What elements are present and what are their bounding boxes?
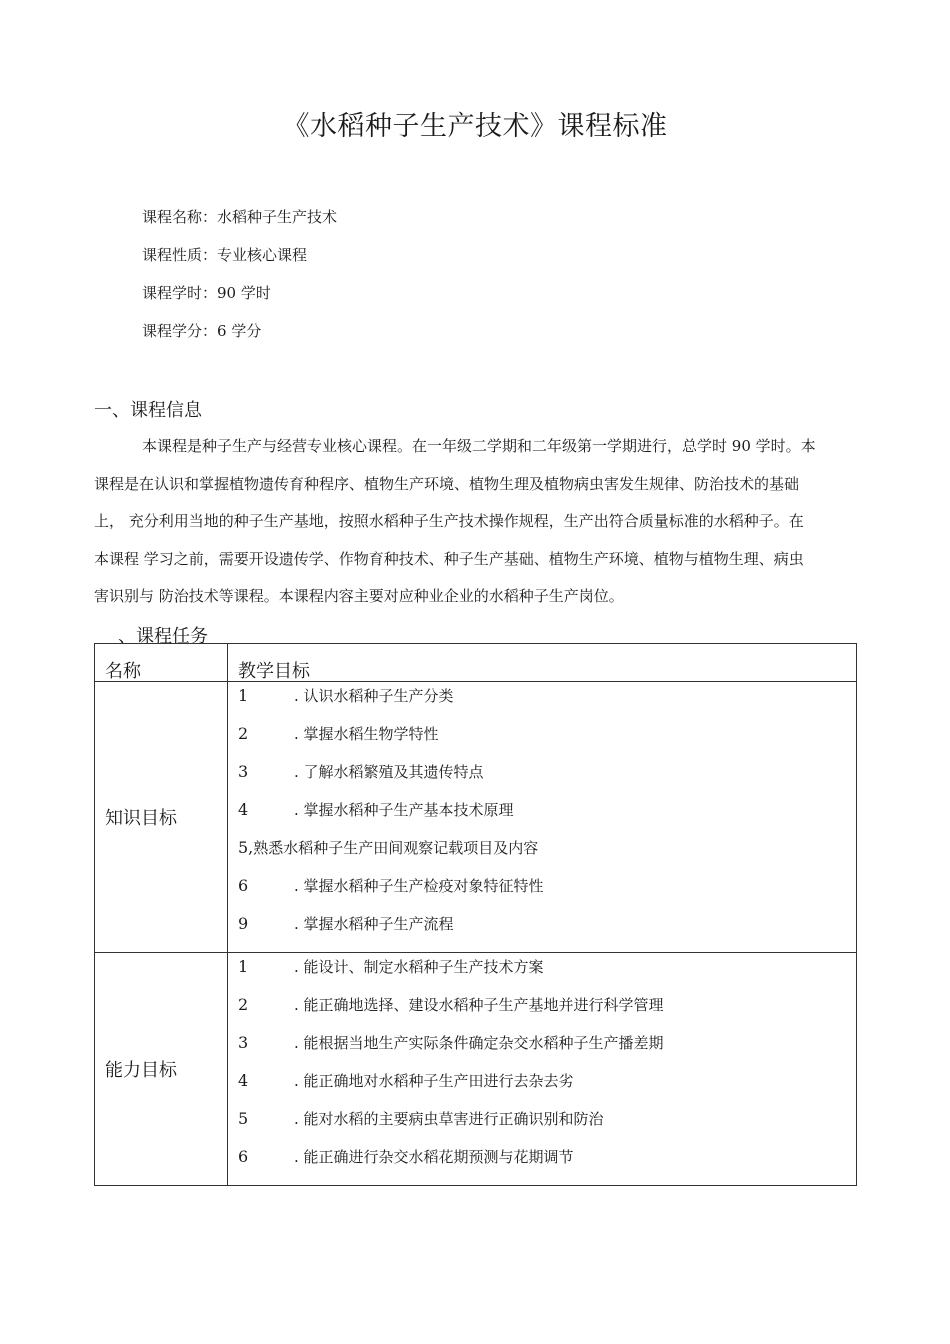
item-text: . 掌握水稻种子生产流程 (294, 915, 454, 933)
list-item (238, 957, 856, 995)
item-number: 9 (238, 914, 249, 933)
paragraph-line: 课程是在认识和掌握植物遗传育种程序、植物生产环境、植物生理及植物病虫害发生规律、防治技术的基础 (94, 474, 800, 493)
meta-row-course-credits (142, 320, 337, 358)
item-number: 2 (238, 995, 249, 1014)
item-text: . 掌握水稻种子生产检疫对象特征特性 (294, 877, 544, 895)
item-text: . 能正确地对水稻种子生产田进行去杂去劣 (294, 1072, 574, 1090)
meta-value: 90 学时 (217, 284, 271, 302)
item-text: . 能设计、制定水稻种子生产技术方案 (294, 958, 544, 976)
item-number: 3 (238, 762, 249, 781)
table-header-row (95, 644, 857, 682)
course-tasks-table (94, 643, 857, 1186)
item-text: . 掌握水稻生物学特性 (294, 725, 439, 743)
item-text: . 了解水稻繁殖及其遗传特点 (294, 763, 484, 781)
item-number: 4 (238, 1071, 249, 1090)
list-item (238, 1109, 856, 1147)
item-number: 5 (238, 1109, 249, 1128)
paragraph-line: 本课程 学习之前，需要开设遗传学、作物育种技术、种子生产基础、植物生产环境、植物与植物生理、病虫 (94, 549, 804, 568)
meta-row-course-nature (142, 244, 337, 282)
list-item (238, 876, 856, 914)
paragraph-line: 本课程是种子生产与经营专业核心课程。在一年级二学期和二年级第一学期进行，总学时 90 学时。本 (142, 437, 816, 455)
item-text: . 认识水稻种子生产分类 (294, 687, 454, 705)
header-label: 名称 (105, 661, 141, 682)
list-item (238, 838, 856, 876)
group-items-knowledge (228, 682, 857, 953)
meta-label: 课程性质： (142, 246, 218, 264)
course-info-paragraph (94, 428, 856, 616)
item-text: 熟悉水稻种子生产田间观察记载项目及内容 (253, 839, 539, 857)
section-heading-course-info: 一、课程信息 (94, 400, 202, 421)
meta-label: 课程学时： (142, 284, 218, 302)
meta-value: 水稻种子生产技术 (217, 208, 338, 226)
group-label-ability: 能力目标 (95, 953, 228, 1186)
list-item (238, 1033, 856, 1071)
paragraph-line: 害识别与 防治技术等课程。本课程内容主要对应种业企业的水稻种子生产岗位。 (94, 587, 624, 605)
meta-value: 专业核心课程 (217, 246, 308, 264)
course-meta (142, 206, 337, 358)
item-number: 1 (238, 957, 249, 976)
list-item (238, 724, 856, 762)
page-title: 《水稻种子生产技术》课程标准 (282, 111, 668, 142)
list-item (238, 1071, 856, 1109)
list-item (238, 1147, 856, 1185)
item-number: 4 (238, 800, 249, 819)
meta-row-course-name (142, 206, 337, 244)
item-number: 5, (238, 838, 254, 857)
list-item (238, 686, 856, 724)
item-number: 6 (238, 1147, 249, 1166)
item-text: . 掌握水稻种子生产基本技术原理 (294, 801, 514, 819)
meta-row-course-hours (142, 282, 337, 320)
list-item (238, 914, 856, 952)
item-text: . 能正确进行杂交水稻花期预测与花期调节 (294, 1148, 574, 1166)
group-items-ability (228, 953, 857, 1186)
paragraph-line: 上， 充分利用当地的种子生产基地，按照水稻种子生产技术操作规程，生产出符合质量标准的水稻种子。在 (94, 512, 804, 530)
list-item (238, 762, 856, 800)
item-number: 6 (238, 876, 249, 895)
item-text: . 能对水稻的主要病虫草害进行正确识别和防治 (294, 1110, 604, 1128)
item-text: . 能根据当地生产实际条件确定杂交水稻种子生产播差期 (294, 1034, 664, 1052)
section-heading-course-tasks: 、课程任务 (118, 626, 208, 647)
meta-label: 课程学分： (142, 322, 218, 340)
item-text: . 能正确地选择、建设水稻种子生产基地并进行科学管理 (294, 996, 664, 1014)
header-label: 教学目标 (238, 661, 310, 682)
item-number: 3 (238, 1033, 249, 1052)
item-number: 1 (238, 686, 249, 705)
table-row-ability (95, 953, 857, 1186)
list-item (238, 995, 856, 1033)
item-number: 2 (238, 724, 249, 743)
header-cell-goal (228, 644, 857, 682)
meta-label: 课程名称： (142, 208, 218, 226)
table-row-knowledge (95, 682, 857, 953)
group-label-knowledge: 知识目标 (95, 682, 228, 953)
list-item (238, 800, 856, 838)
header-cell-name (95, 644, 228, 682)
meta-value: 6 学分 (217, 322, 262, 340)
